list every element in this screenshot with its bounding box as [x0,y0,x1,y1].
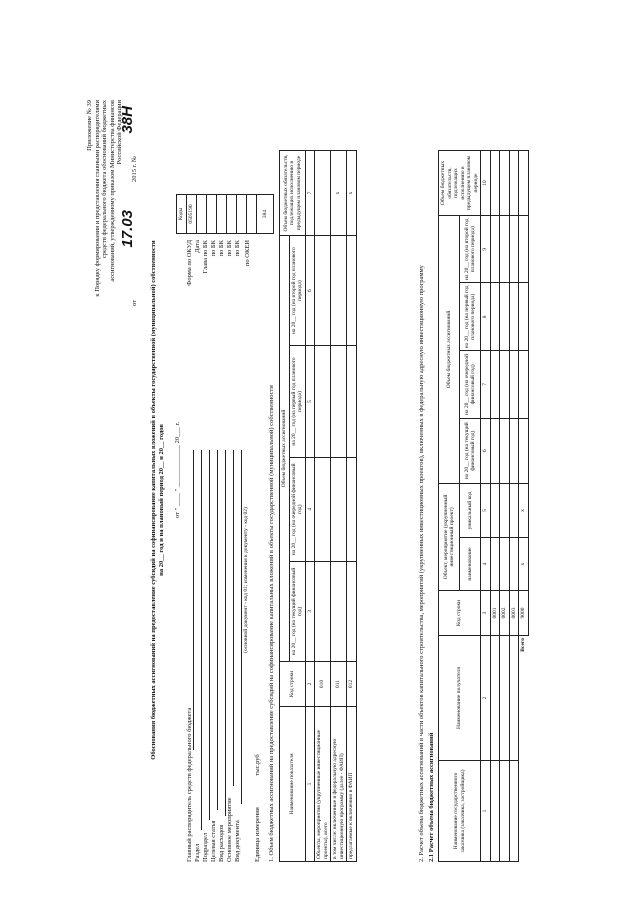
unit-of-measure [254,754,262,862]
s2-num: 9 [481,216,491,283]
s1-num: 4 [305,457,315,561]
codes-row-bk-4: по БК [234,240,241,257]
appendix-number: Приложение № 39 [86,100,93,151]
s1-col-name: Наименование показателя [280,707,306,862]
s2-row-code: 0001 [490,591,500,636]
s1-num: 7 [305,151,315,236]
codes-header: Коды [177,195,187,234]
unit-value: тыс.руб [254,754,261,776]
document-title [150,170,165,830]
s1-col-year-3: на 20__ год (на первый год планового периода) [289,346,305,458]
s2-total-code: 9000 [519,591,529,636]
s2-num: 10 [481,151,491,216]
okei-label: по ОКЕИ [244,240,251,267]
s2-col-code: Код строки [439,591,481,636]
appendix-line-1: к Порядку формирования и представления главными распорядителями [93,100,101,297]
header-field-main-activity: Основное мероприятие [226,797,233,862]
table-row [500,151,510,862]
section1-table [279,150,357,862]
code-cell-bk-1 [217,195,227,234]
s1-row-name: Объекты, мероприятия (укрупненные инвестиционные проекты), всего [315,707,331,862]
s2-col-object: Объект, мероприятие (укрупненный инвестиционный проект) [439,483,460,590]
codes-table [176,194,274,234]
appendix-date-prefix: от [130,300,138,307]
codes-row-bk-3: по БК [226,240,233,257]
appendix-block [86,100,142,400]
title-line-2: на 20__ год и на плановый период 20__ и 20__ годов [157,424,165,576]
s2-num: 8 [481,283,491,351]
section2-title: 2. Расчет объема бюджетных ассигнований в части объектов капитального строительства, мероприятий (укрупненных инвестиционных проектов), включенных в федеральную адресную инвестиционную программу [418,265,425,862]
s1-col-obligations: Объем бюджетных обязательств, подлежащих исполнению в предыдущем плановом периоде [280,151,306,236]
appendix-order-number: 38Н [118,106,136,134]
code-cell-bk-3 [237,195,247,234]
s2-x-mark: x [519,483,529,537]
header-field-expense-type: Вид расходов [218,824,225,862]
section1-title: 1. Объем бюджетных ассигнований на предоставление субсидий на софинансирование капитальных вложений в объекты государственной (муниципальной) собственности [268,385,275,862]
appendix-line-4: Российской Федерации [116,100,123,165]
codes-labels [186,240,242,310]
s2-num: 6 [481,418,491,483]
s2-col-group: Объем бюджетных ассигнований [439,216,460,484]
s1-col-year-4: на 20__ год (на второй год планового периода) [289,236,305,346]
header-field-subsection: Подраздел [202,832,209,862]
header-field-section: Раздел [194,843,201,862]
table-row [331,151,347,862]
s2-num: 4 [481,538,491,591]
s1-num: 2 [305,662,315,707]
s1-num: 3 [305,561,315,661]
s1-col-group: Объем бюджетных ассигнований [280,236,290,662]
code-cell-glava [207,195,217,234]
header-field-gpbs: Главный распорядитель средств федерального бюджета [186,707,193,862]
okei-code: 384 [257,195,274,234]
okud-label: Форма по ОКУД [186,240,193,286]
s2-num: 7 [481,351,491,418]
doc-type-note: (основной документ - код 01; изменения к документу - код 02) [243,507,249,653]
unit-label: Единица измерения [254,807,261,862]
codes-row-bk-1: по БК [210,240,217,257]
document-page [82,80,602,870]
codes-row-bk-2: по БК [218,240,225,257]
s2-x-mark: x [519,538,529,591]
s2-row-code: 0002 [500,591,510,636]
table-row [509,151,519,862]
s1-row-code: 010 [315,662,331,707]
appendix-line-2: средств федерального бюджета обоснований бюджетных [101,100,108,259]
s1-row-name: в том числе: включенные в федеральную адресную инвестиционную программу (далее - ФАИП) [331,707,347,862]
s2-col-year-4: на 20__ год (на второй год планового периода) [460,216,481,283]
appendix-year-text: 2015 г. № [130,156,138,183]
s1-x-mark: x [347,151,357,236]
code-cell-bk-2 [227,195,237,234]
document-date-line: от " ____ " _____________ 20___ г. [174,421,181,519]
section2-subtitle: 2.1 Расчет объема бюджетных ассигнований [428,732,435,862]
s1-num: 6 [305,236,315,346]
section2-table [438,150,529,862]
s2-col-year-2: на 20__ год (на очередной финансовый год) [460,351,481,418]
code-cell-bk-4 [247,195,257,234]
code-cell-date [197,195,207,234]
codes-row-glava: Глава по БК [202,240,209,274]
s1-x-mark: x [331,151,347,236]
s2-col-year-1: на 20__ год (на текущий финансовый год) [460,418,481,483]
header-field-document-type: Вид документа [234,820,241,862]
s2-col-year-3: на 20__ год (на первый год планового периода) [460,283,481,351]
okud-code: 0505190 [187,195,197,234]
s1-row-code: 012 [347,662,357,707]
s2-col-obligations: Объем бюджетных обязательств, подлежащих исполнению в предыдущем плановом периоде [439,151,481,216]
codes-row-date: Дата [194,240,201,253]
s1-col-year-2: на 20__ год (на очередной финансовый год) [289,457,305,561]
s1-num: 1 [305,707,315,862]
s2-col-recipient: Наименование получателя [439,636,481,761]
s2-num: 5 [481,483,491,537]
table-row [315,151,331,862]
s1-num: 5 [305,346,315,458]
s2-col-customer: Наименование государственного заказчика (заказчика, застройщика) [439,761,481,862]
header-field-target-article: Целевая статья [210,820,217,862]
s1-row-code: 011 [331,662,347,707]
table-row [490,151,500,862]
s2-col-object-code: уникальный код [460,483,481,537]
title-line-1: Обоснования бюджетных ассигнований на предоставление субсидий на софинансирование капитальных вложений в объекты государственной (муниципальной) собственности [150,240,157,760]
s2-total-label: Всего [520,638,527,652]
s2-num: 2 [481,636,491,761]
s2-row-code: 0003 [509,591,519,636]
appendix-date-handwritten: 17.03 [118,210,136,248]
s2-num: 1 [481,761,491,862]
s1-row-name: предлагаемые к включению в ФАИП [347,707,357,862]
s2-num: 3 [481,591,491,636]
s1-col-code: Код строки [280,662,306,707]
s1-col-year-1: на 20__ год (на текущий финансовый год) [289,561,305,661]
table-row [347,151,357,862]
s2-col-object-name: наименование [460,538,481,591]
table-row-total [519,151,529,862]
appendix-line-3: ассигнований, утвержденному приказом Министерства финансов [108,100,116,282]
